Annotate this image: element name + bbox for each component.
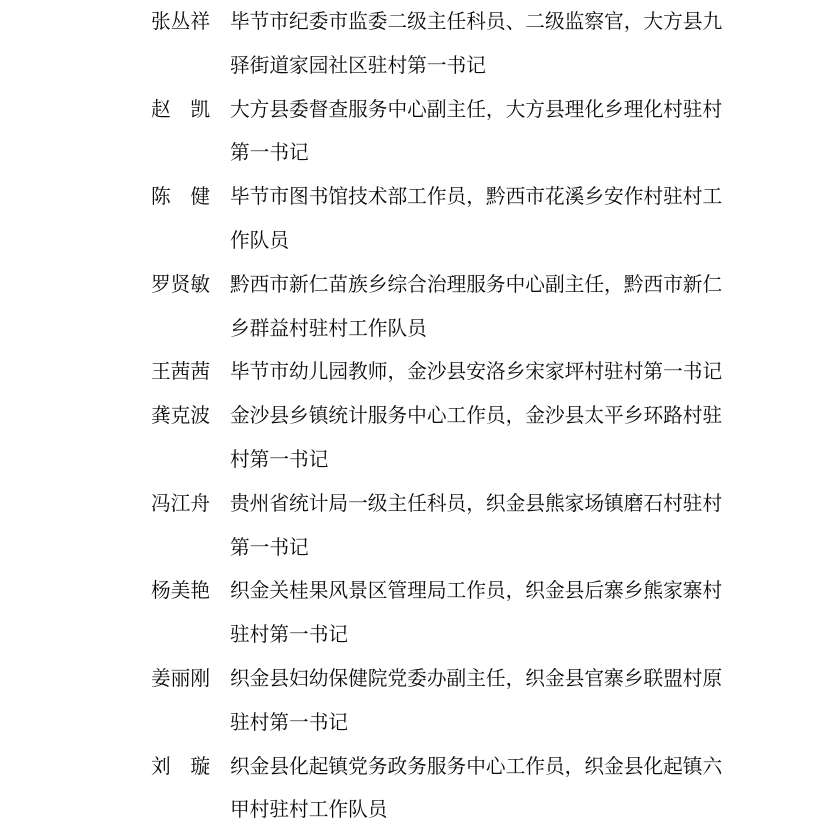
entry-name: 陈 健 bbox=[151, 185, 211, 209]
description-line: 织金关桂果风景区管理局工作员，织金县后寨乡熊家寨村 bbox=[230, 579, 723, 603]
description-line: 乡群益村驻村工作队员 bbox=[230, 316, 427, 340]
entry-name: 张丛祥 bbox=[151, 10, 211, 33]
entry-description bbox=[230, 657, 751, 745]
entry-description bbox=[230, 263, 751, 351]
entry-description bbox=[230, 394, 751, 482]
entry-name: 冯江舟 bbox=[151, 491, 211, 515]
description-line: 村第一书记 bbox=[230, 447, 329, 471]
entry-name: 杨美艳 bbox=[151, 579, 211, 603]
roster-entry bbox=[151, 88, 751, 176]
roster-entry bbox=[151, 657, 751, 745]
roster-entry bbox=[151, 482, 751, 570]
description-line: 大方县委督查服务中心副主任，大方县理化乡理化村驻村 bbox=[230, 97, 723, 121]
roster-list bbox=[151, 0, 751, 832]
description-line: 第一书记 bbox=[230, 535, 309, 559]
entry-description bbox=[230, 569, 751, 657]
roster-entry bbox=[151, 350, 751, 394]
entry-description bbox=[230, 745, 751, 833]
entry-name: 姜丽刚 bbox=[151, 666, 211, 690]
entry-description bbox=[230, 0, 751, 88]
description-line: 贵州省统计局一级主任科员，织金县熊家场镇磨石村驻村 bbox=[230, 491, 723, 515]
roster-entry bbox=[151, 263, 751, 351]
description-line: 织金县妇幼保健院党委办副主任，织金县官寨乡联盟村原 bbox=[230, 666, 723, 690]
description-line: 驻村第一书记 bbox=[230, 623, 349, 647]
roster-entry bbox=[151, 175, 751, 263]
description-line: 毕节市图书馆技术部工作员，黔西市花溪乡安作村驻村工 bbox=[230, 185, 723, 209]
roster-entry bbox=[151, 0, 751, 88]
description-line: 毕节市幼儿园教师，金沙县安洛乡宋家坪村驻村第一书记 bbox=[230, 360, 723, 384]
entry-description bbox=[230, 88, 751, 176]
description-line: 作队员 bbox=[230, 228, 290, 252]
entry-description bbox=[230, 350, 751, 394]
entry-name: 王茜茜 bbox=[151, 360, 211, 384]
description-line: 甲村驻村工作队员 bbox=[230, 798, 388, 822]
roster-entry bbox=[151, 394, 751, 482]
entry-name: 龚克波 bbox=[151, 404, 211, 428]
description-line: 金沙县乡镇统计服务中心工作员，金沙县太平乡环路村驻 bbox=[230, 404, 723, 428]
description-line: 毕节市纪委市监委二级主任科员、二级监察官，大方县九 bbox=[230, 10, 723, 33]
description-line: 驿街道家园社区驻村第一书记 bbox=[230, 53, 486, 77]
description-line: 织金县化起镇党务政务服务中心工作员，织金县化起镇六 bbox=[230, 754, 723, 778]
entry-description bbox=[230, 482, 751, 570]
entry-name: 刘 璇 bbox=[151, 754, 211, 778]
roster-entry bbox=[151, 745, 751, 833]
roster-entry bbox=[151, 569, 751, 657]
description-line: 驻村第一书记 bbox=[230, 710, 349, 734]
description-line: 黔西市新仁苗族乡综合治理服务中心副主任，黔西市新仁 bbox=[230, 272, 723, 296]
entry-description bbox=[230, 175, 751, 263]
entry-name: 赵 凯 bbox=[151, 97, 211, 121]
description-line: 第一书记 bbox=[230, 141, 309, 165]
entry-name: 罗贤敏 bbox=[151, 272, 211, 296]
